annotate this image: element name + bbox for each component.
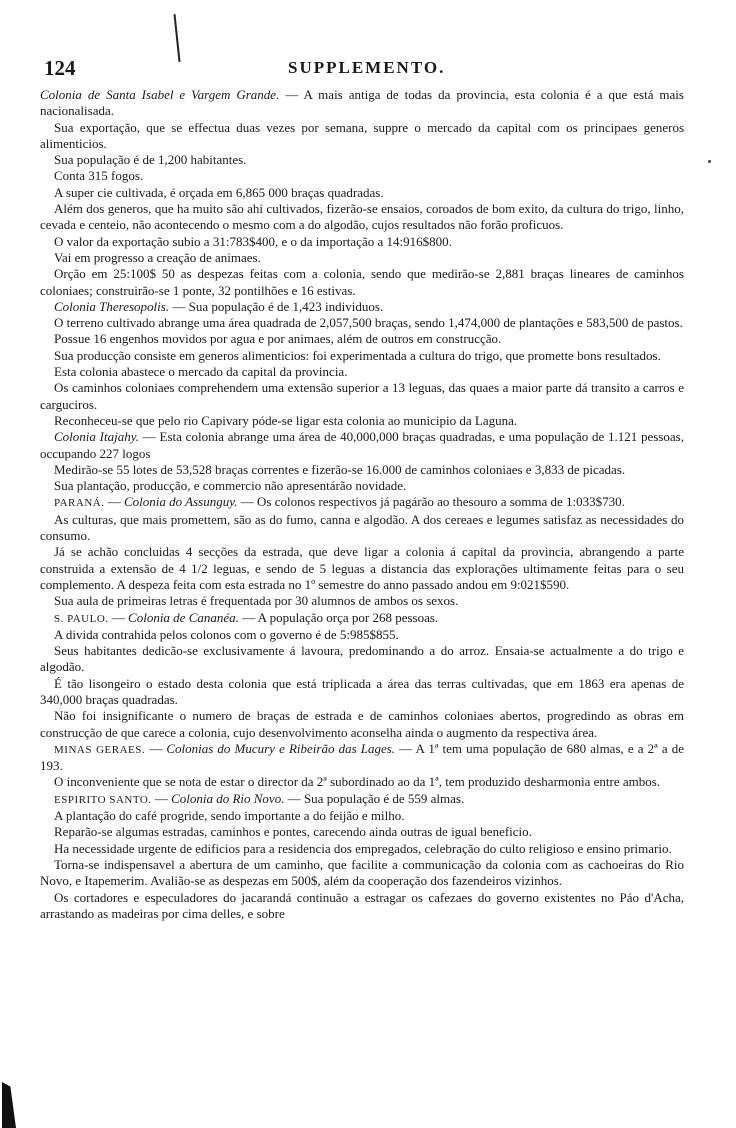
paragraph bbox=[40, 201, 684, 234]
text-run: — A mais antiga de todas da provincia, esta colonia é a que está mais nacionalisada. bbox=[40, 87, 684, 119]
paragraph bbox=[40, 676, 684, 709]
paragraph bbox=[40, 185, 684, 201]
text-run: Ha necessidade urgente de edificios para a residencia dos empregados, celebração do culto religioso e ensino primario. bbox=[54, 840, 672, 856]
text-run: — bbox=[151, 790, 172, 806]
colony-heading: Colonia Theresopolis. bbox=[54, 298, 170, 314]
paragraph bbox=[40, 331, 684, 347]
paragraph bbox=[40, 890, 684, 923]
text-run: Seus habitantes dedicão-se exclusivamente á lavoura, predominando a do arroz. Ensaia-se actualmente a do trigo e algodão. bbox=[40, 643, 684, 675]
text-run: — Sua população é de 1,423 individuos. bbox=[169, 298, 384, 314]
text-run: O valor da exportação subio a 31:783$400, e o da importação a 14:916$800. bbox=[54, 233, 452, 249]
province-label: PARANÁ. bbox=[54, 497, 105, 510]
paragraph bbox=[40, 462, 684, 478]
paragraph bbox=[40, 348, 684, 364]
paragraph bbox=[40, 610, 684, 627]
text-run: Torna-se indispensavel a abertura de um caminho, que facilite a communicação da colonia com as cachoeiras do Rio Novo, e Itapemerim. Avalião-se as despezas em 500$, além da cooperação dos fazendeiros vizinhos. bbox=[40, 856, 684, 889]
colony-heading: Colonia de Cananéa. bbox=[128, 609, 239, 625]
text-run: A super cie cultivada, é orçada em 6,865 000 braças quadradas. bbox=[54, 184, 384, 200]
text-run: — A 1ª tem uma população de 680 almas, e a 2ª a de 193. bbox=[40, 740, 685, 774]
text-run: Já se achão concluidas 4 secções da estrada, que deve ligar a colonia á capital da provincia, abrangendo a parte construida a extensão de 4 1/2 leguas, e sendo de 5 leguas a distancia das explorações ultimamente feitas para o seu complemento. A despeza feita com esta estrada no 1º semestre do anno passado andou em 9:021$590. bbox=[40, 544, 684, 592]
text-run: Os caminhos coloniaes comprehendem uma extensão superior a 13 leguas, das quaes a maior parte dá transito a carros e carguciros. bbox=[40, 380, 684, 412]
paragraph bbox=[40, 627, 684, 643]
paragraph bbox=[40, 152, 684, 168]
paragraph bbox=[40, 857, 684, 890]
paragraph bbox=[40, 120, 684, 153]
text-run: — A população orça por 268 pessoas. bbox=[238, 609, 439, 625]
paragraph bbox=[40, 315, 684, 331]
text-run: Além dos generos, que ha muito são ahi cultivados, fizerão-se ensaios, coroados de bom exito, da cultura do trigo, linho, cevada e centeio, não acontecendo o mesmo com a do algodão, cujos resultados não forão proficuos. bbox=[40, 201, 684, 233]
page-header bbox=[44, 56, 684, 82]
colony-heading: Colonia do Assunguy. bbox=[123, 494, 238, 510]
paragraph bbox=[40, 791, 684, 808]
paragraph bbox=[40, 841, 684, 857]
text-run: — Os colonos respectivos já pagárão ao thesouro a somma de 1:033$730. bbox=[237, 494, 625, 510]
text-run: Orção em 25:100$ 50 as despezas feitas com a colonia, sendo que medirão-se 2,881 braças lineares de caminhos coloniaes; construirão-se 1 ponte, 32 pontilhões e 16 estivas. bbox=[40, 266, 684, 298]
text-run: Sua população é de 1,200 habitantes. bbox=[54, 152, 247, 168]
text-run: Medirão-se 55 lotes de 53,528 braças correntes e fizerão-se 16.000 de caminhos coloniaes e 3,833 de picadas. bbox=[54, 461, 626, 477]
text-run: Reconheceu-se que pelo rio Capivary póde-se ligar esta colonia ao municipio da Laguna. bbox=[54, 412, 518, 428]
paragraph bbox=[40, 512, 684, 545]
colony-heading: Colonia de Santa Isabel e Vargem Grande. bbox=[40, 87, 280, 102]
text-run: — bbox=[108, 609, 129, 625]
text-run: Possue 16 engenhos movidos por agua e por animaes, além de outros em construcção. bbox=[54, 331, 502, 347]
text-run: As culturas, que mais promettem, são as do fumo, canna e algodão. A dos cereaes e legumes satisfaz as necessidades do consumo. bbox=[40, 511, 684, 544]
paragraph bbox=[40, 741, 684, 775]
paragraph bbox=[40, 808, 684, 824]
body-text bbox=[40, 87, 684, 922]
colony-heading: Colonia do Rio Novo. bbox=[171, 790, 285, 806]
text-run: A plantação do café progride, sendo importante a do feijão e milho. bbox=[54, 808, 405, 824]
text-run: — bbox=[104, 494, 124, 510]
paragraph bbox=[40, 380, 684, 413]
text-run: A divida contrahida pelos colonos com o governo é de 5:985$855. bbox=[54, 626, 399, 642]
paragraph bbox=[40, 643, 684, 676]
page-number: 124 bbox=[44, 56, 76, 80]
colony-heading: Colonia Itajahy. bbox=[54, 429, 140, 445]
paragraph bbox=[40, 544, 684, 593]
paragraph bbox=[40, 593, 684, 609]
paragraph bbox=[40, 364, 684, 380]
text-run: Sua plantação, producção, e commercio não apresentárão novidade. bbox=[54, 478, 407, 494]
text-run: Sua exportação, que se effectua duas vezes por semana, suppre o mercado da capital com os principaes generos alimenticios. bbox=[40, 119, 684, 151]
text-run: — bbox=[145, 740, 167, 756]
text-run: Sua aula de primeiras letras é frequentada por 30 alumnos de ambos os sexos. bbox=[54, 593, 459, 609]
province-label: ESPIRITO SANTO. bbox=[54, 793, 152, 806]
text-run: — Esta colonia abrange uma área de 40,000,000 braças quadradas, e uma população de 1.121 pessoas, occupando 227 logos bbox=[40, 429, 684, 461]
ink-speck bbox=[708, 160, 711, 163]
paragraph bbox=[40, 87, 684, 120]
text-run: É tão lisongeiro o estado desta colonia que está triplicada a área das terras cultivadas, que em 1863 era apenas de 340,000 braças quadradas. bbox=[40, 675, 684, 707]
paragraph bbox=[40, 708, 684, 741]
province-label: MINAS GERAES. bbox=[54, 743, 146, 756]
text-run: — Sua população é de 559 almas. bbox=[284, 790, 465, 806]
text-run: Sua producção consiste em generos alimenticios: foi experimentada a cultura do trigo, que promette bons resultados. bbox=[54, 347, 661, 363]
paragraph bbox=[40, 234, 684, 250]
paragraph bbox=[40, 774, 684, 790]
paragraph bbox=[40, 299, 684, 315]
text-run: Os cortadores e especuladores do jacarandá continuão a estragar os cafezaes do governo existentes no Páo d'Acha, arrastando as madeiras por cima delles, e sobre bbox=[40, 889, 684, 921]
paragraph bbox=[40, 413, 684, 429]
paragraph bbox=[40, 266, 684, 299]
paragraph bbox=[40, 494, 684, 511]
text-run: O terreno cultivado abrange uma área quadrada de 2,057,500 braças, sendo 1,474,000 de plantações e 583,500 de pastos. bbox=[54, 315, 683, 331]
text-run: Vai em progresso a creação de animaes. bbox=[54, 249, 261, 265]
colony-heading: Colonias do Mucury e Ribeirão das Lages. bbox=[166, 740, 396, 756]
pencil-mark bbox=[173, 14, 180, 62]
running-title: SUPPLEMENTO. bbox=[288, 58, 446, 77]
paragraph bbox=[40, 478, 684, 494]
text-run: Esta colonia abastece o mercado da capital da provincia. bbox=[54, 364, 348, 380]
province-label: S. PAULO. bbox=[54, 612, 109, 625]
paragraph bbox=[40, 824, 684, 840]
text-run: Não foi insignificante o numero de braças de estrada e de caminhos coloniaes abertos, progredindo as obras em construcção de que carece a colonia, cujo desenvolvimento aconselha ainda o augmento da respectiva área. bbox=[40, 708, 684, 740]
paragraph bbox=[40, 429, 684, 462]
text-run: Conta 315 fogos. bbox=[54, 168, 144, 184]
paragraph bbox=[40, 250, 684, 266]
paragraph bbox=[40, 168, 684, 184]
text-run: O inconveniente que se nota de estar o director da 2ª subordinado ao da 1ª, tem produzido desharmonia entre ambos. bbox=[54, 774, 661, 790]
text-run: Reparão-se algumas estradas, caminhos e pontes, carecendo ainda outras de igual beneficio. bbox=[54, 824, 532, 840]
binding-shadow bbox=[0, 1060, 18, 1128]
